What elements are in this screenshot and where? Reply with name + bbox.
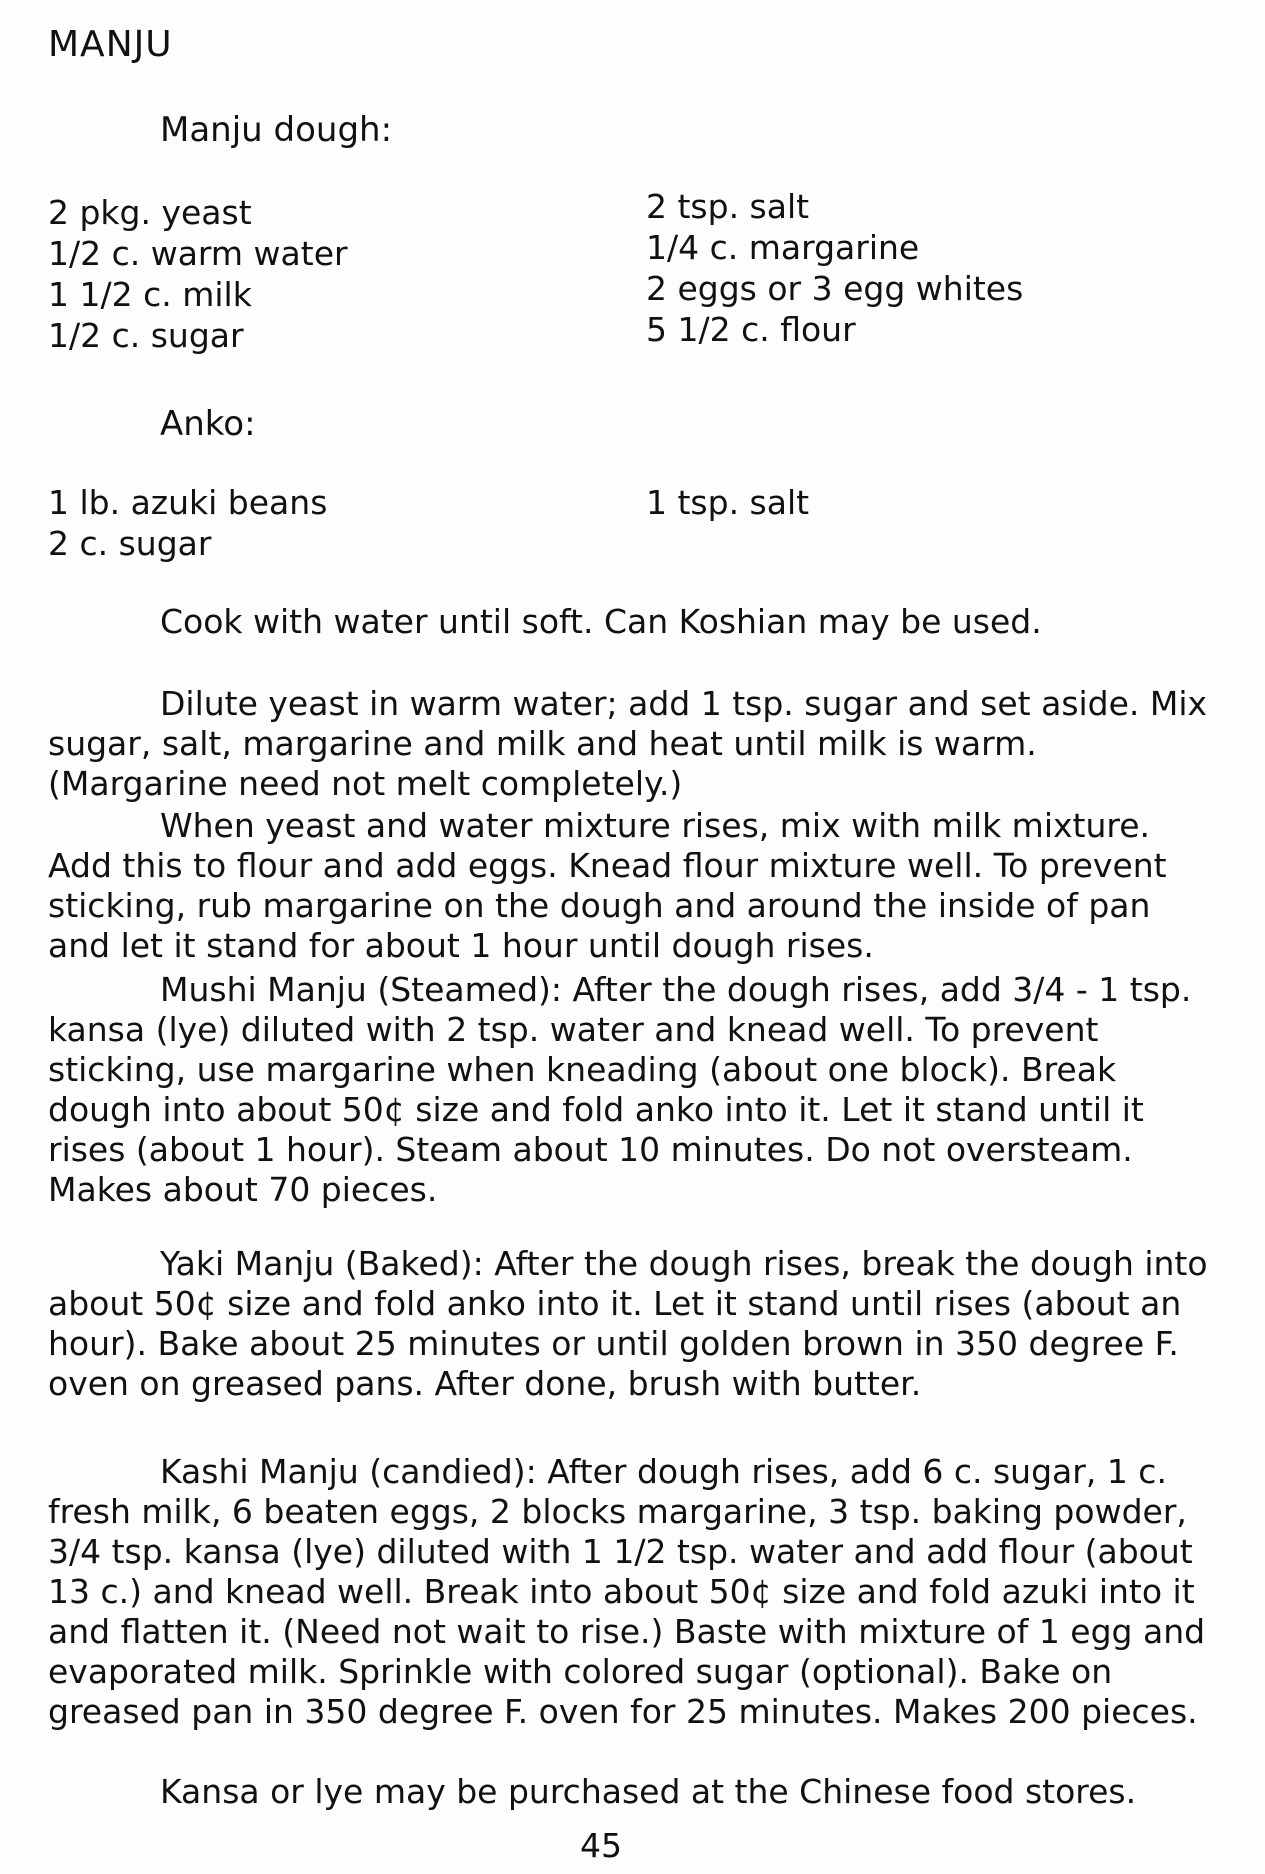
anko-ingredients-right xyxy=(646,482,809,523)
instruction-paragraph: Dilute yeast in warm water; add 1 tsp. sugar and set aside. Mix sugar, salt, margarine and milk and heat until milk is warm. (Margarine need not melt completely.) xyxy=(48,684,1208,803)
ingredient: 5 1/2 c. flour xyxy=(646,310,856,349)
ingredient: 2 pkg. yeast xyxy=(48,193,252,232)
ingredient: 1/4 c. margarine xyxy=(646,228,920,267)
instruction-paragraph: Yaki Manju (Baked): After the dough rises, break the dough into about 50¢ size and fold anko into it. Let it stand until rises (about an hour). Bake about 25 minutes or until golden brown in 350 degree F. oven on greased pans. After done, brush with butter. xyxy=(48,1244,1208,1403)
dough-ingredients-left xyxy=(48,192,348,356)
ingredient: 1/2 c. sugar xyxy=(48,316,244,355)
ingredient: 2 eggs or 3 egg whites xyxy=(646,269,1024,308)
instruction-paragraph: When yeast and water mixture rises, mix with milk mixture. Add this to flour and add eggs. Knead flour mixture well. To prevent sticking, rub margarine on the dough and around the inside of pan and let it stand for about 1 hour until dough rises. xyxy=(48,806,1167,965)
ingredient: 1 1/2 c. milk xyxy=(48,275,252,314)
anko-ingredients-left xyxy=(48,482,327,564)
ingredient: 1 lb. azuki beans xyxy=(48,483,328,522)
anko-note: Cook with water until soft. Can Koshian may be used. xyxy=(160,602,1042,641)
ingredient: 2 c. sugar xyxy=(48,524,212,563)
ingredient: 1 tsp. salt xyxy=(646,483,810,522)
recipe-title: MANJU xyxy=(48,24,173,65)
anko-heading: Anko: xyxy=(160,404,256,444)
dough-ingredients-right xyxy=(646,186,1023,350)
ingredient: 1/2 c. warm water xyxy=(48,234,348,273)
ingredient: 2 tsp. salt xyxy=(646,187,810,226)
page-number: 45 xyxy=(580,1826,622,1865)
dough-heading: Manju dough: xyxy=(160,110,393,150)
instruction-paragraph: Kansa or lye may be purchased at the Chinese food stores. xyxy=(160,1772,1137,1811)
instruction-paragraph: Kashi Manju (candied): After dough rises, add 6 c. sugar, 1 c. fresh milk, 6 beaten eggs, 2 blocks margarine, 3 tsp. baking powder, 3/4 tsp. kansa (lye) diluted with 1 1/2 tsp. water and add flour (about 13 c.) and knead well. Break into about 50¢ size and fold azuki into it and flatten it. (Need not wait to rise.) Baste with mixture of 1 egg and evaporated milk. Sprinkle with colored sugar (optional). Bake on greased pan in 350 degree F. oven for 25 minutes. Makes 200 pieces. xyxy=(48,1452,1206,1731)
instruction-paragraph: Mushi Manju (Steamed): After the dough rises, add 3/4 - 1 tsp. kansa (lye) diluted with 2 tsp. water and knead well. To prevent sticking, use margarine when kneading (about one block). Break dough into about 50¢ size and fold anko into it. Let it stand until it rises (about 1 hour). Steam about 10 minutes. Do not oversteam. Makes about 70 pieces. xyxy=(48,970,1192,1209)
